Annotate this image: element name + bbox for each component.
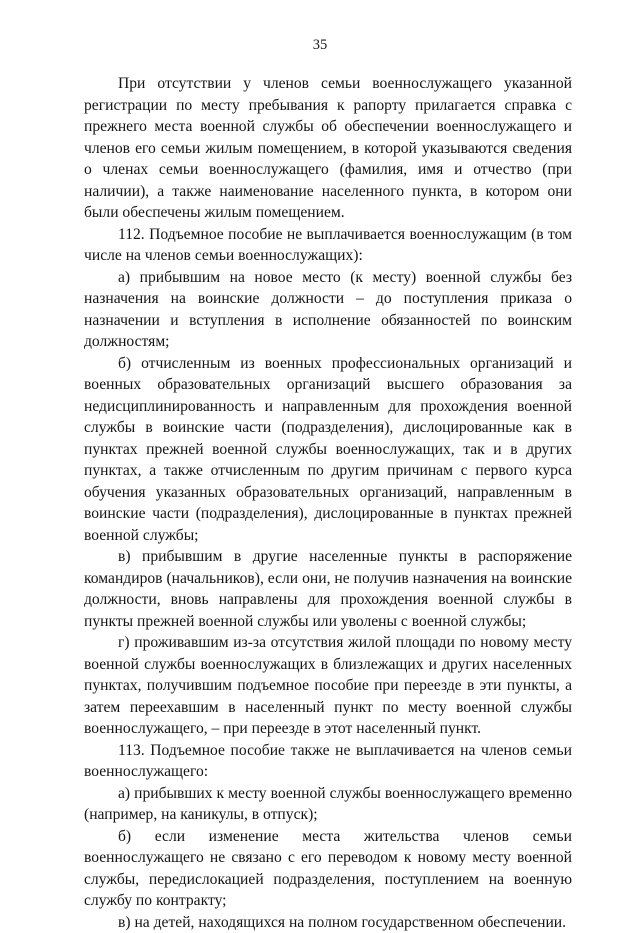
document-body (84, 73, 572, 933)
paragraph-112-v: в) прибывшим в другие населенные пункты в распоряжение командиров (начальников), если они, не получив назначения на воинские должности, вновь направлены для прохождения военной службы в пункты прежней военной службы или уволены с военной службы; (84, 546, 572, 632)
paragraph-112-b: б) отчисленным из военных профессиональных организаций и военных образовательных организаций высшего образования за недисциплинированность и направленным для прохождения военной службы в воинские части (подразделения), дислоцированные как в пунктах прежней военной службы военнослужащих, так и в других пунктах, а также отчисленным по другим причинам с первого курса обучения указанных образовательных организаций, направленным в воинские части (подразделения), дислоцированные в пунктах прежней военной службы; (84, 353, 572, 547)
paragraph-registration-note: При отсутствии у членов семьи военнослужащего указанной регистрации по месту пребывания к рапорту прилагается справка с прежнего места военной службы об обеспечении военнослужащего и членов его семьи жилым помещением, в которой указываются сведения о членах семьи военнослужащего (фамилия, имя и отчество (при наличии), а также наименование населенного пункта, в котором они были обеспечены жилым помещением. (84, 73, 572, 224)
paragraph-113: 113. Подъемное пособие также не выплачивается на членов семьи военнослужащего: (84, 740, 572, 783)
page-number: 35 (0, 37, 640, 54)
paragraph-112: 112. Подъемное пособие не выплачивается военнослужащим (в том числе на членов семьи военнослужащих): (84, 224, 572, 267)
paragraph-113-b: б) если изменение места жительства членов семьи военнослужащего не связано с его переводом к новому месту военной службы, передислокацией подразделения, поступлением на военную службу по контракту; (84, 826, 572, 912)
paragraph-113-a: а) прибывших к месту военной службы военнослужащего временно (например, на каникулы, в отпуск); (84, 783, 572, 826)
paragraph-113-v: в) на детей, находящихся на полном государственном обеспечении. (84, 912, 572, 933)
paragraph-112-a: а) прибывшим на новое место (к месту) военной службы без назначения на воинские должности – до поступления приказа о назначении и вступления в исполнение обязанностей по воинским должностям; (84, 267, 572, 353)
paragraph-112-g: г) проживавшим из-за отсутствия жилой площади по новому месту военной службы военнослужащих в близлежащих и других населенных пунктах, получившим подъемное пособие при переезде в эти пункты, а затем переехавшим в населенный пункт по месту военной службы военнослужащего, – при переезде в этот населенный пункт. (84, 632, 572, 740)
